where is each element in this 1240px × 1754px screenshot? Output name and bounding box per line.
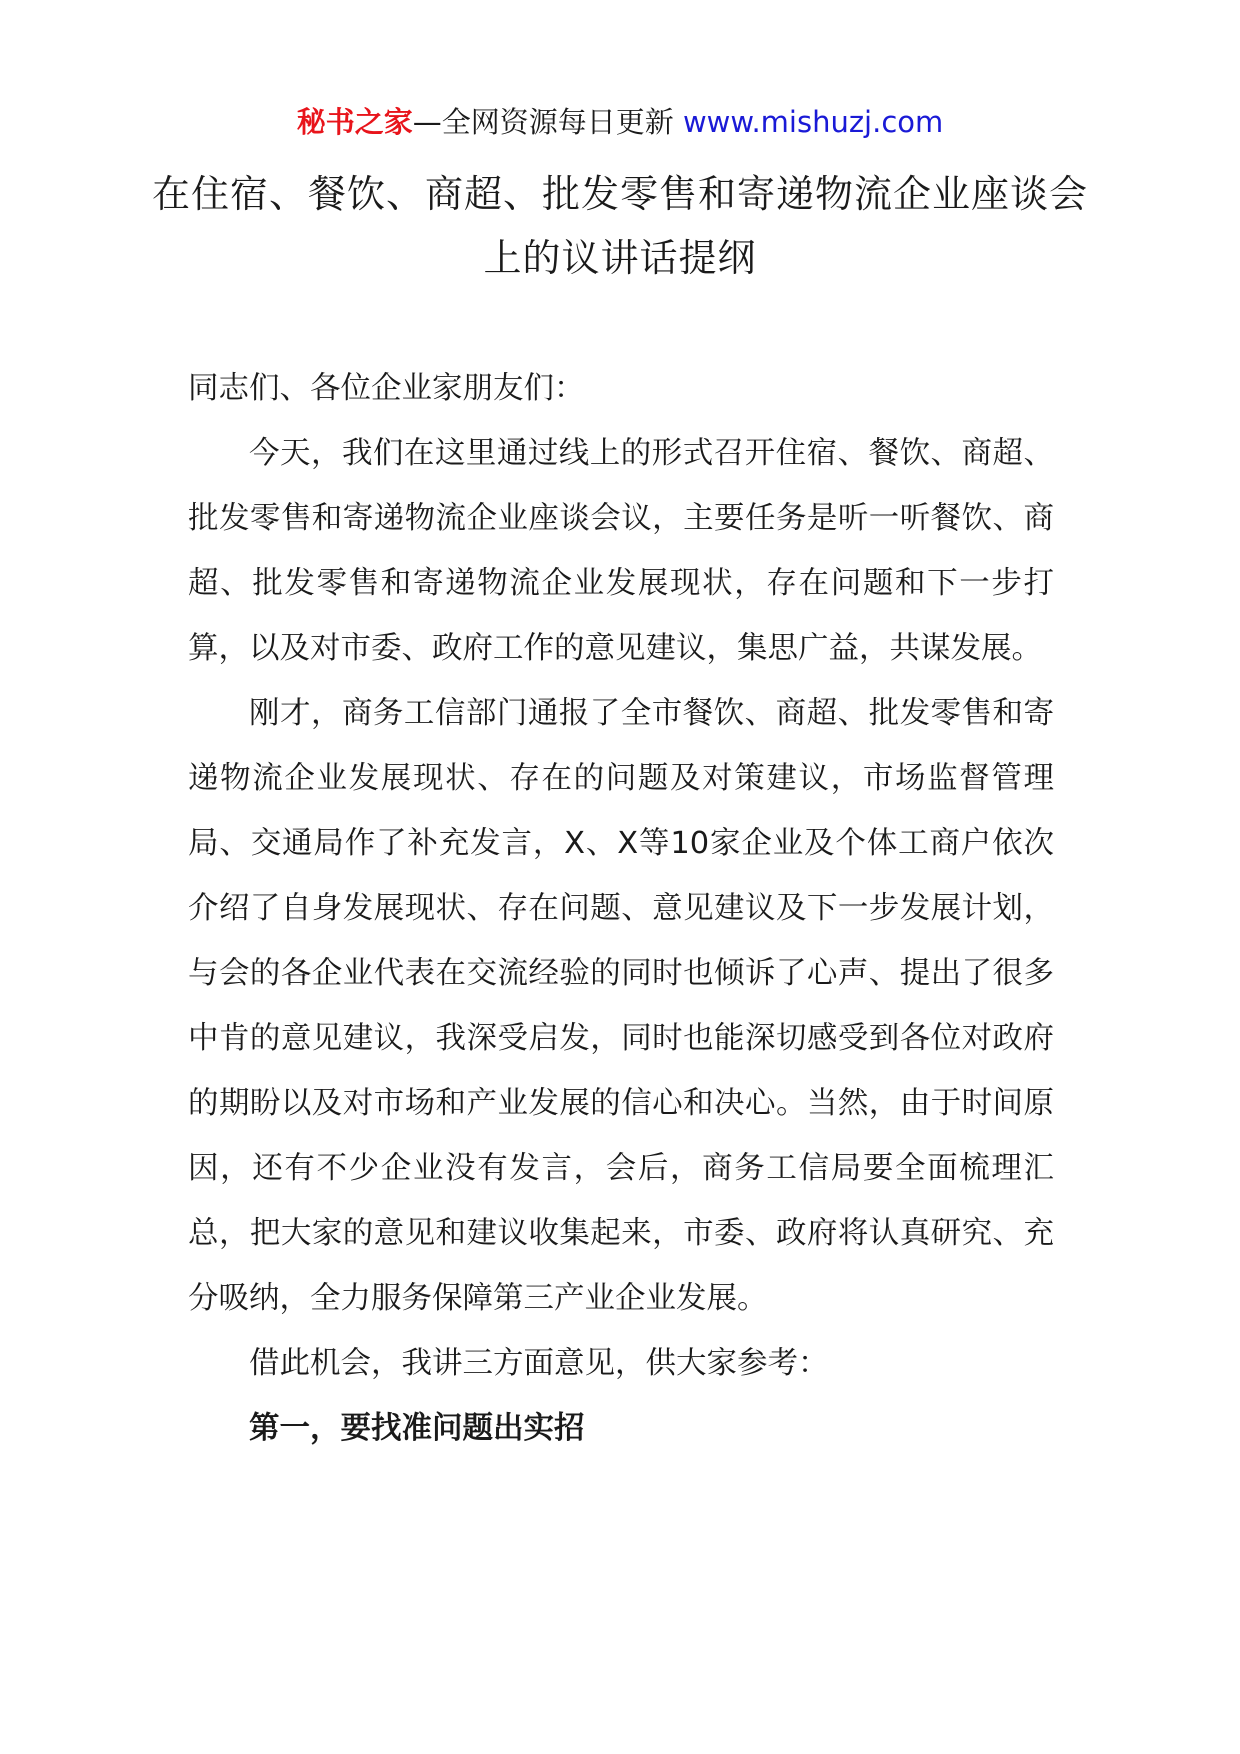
site-header: [0, 100, 1240, 144]
paragraph-transition: 借此机会，我讲三方面意见，供大家参考：: [249, 1346, 829, 1381]
brand-name: 秘书之家: [296, 105, 413, 139]
document-title: 在住宿、餐饮、商超、批发零售和寄递物流企业座谈会上的议讲话提纲: [151, 172, 1088, 280]
header-tagline: —全网资源每日更新: [412, 105, 674, 139]
document-body: [188, 356, 1054, 1461]
paragraph-intro: 今天，我们在这里通过线上的形式召开住宿、餐饮、商超、批发零售和寄递物流企业座谈会议，主要任务是听一听餐饮、商超、批发零售和寄递物流企业发展现状，存在问题和下一步打算，以及对市委、政府工作的意见建议，集思广益，共谋发展。: [188, 436, 1054, 666]
paragraph-summary: 刚才，商务工信部门通报了全市餐饮、商超、批发零售和寄递物流企业发展现状、存在的问题及对策建议，市场监督管理局、交通局作了补充发言，X、X等10家企业及个体工商户依次介绍了自身发展现状、存在问题、意见建议及下一步发展计划，与会的各企业代表在交流经验的同时也倾诉了心声、提出了很多中肯的意见建议，我深受启发，同时也能深切感受到各位对政府的期盼以及对市场和产业发展的信心和决心。当然，由于时间原因，还有不少企业没有发言，会后，商务工信局要全面梳理汇总，把大家的意见和建议收集起来，市委、政府将认真研究、充分吸纳，全力服务保障第三产业企业发展。: [188, 696, 1054, 1316]
section-heading: 第一，要找准问题出实招: [249, 1411, 585, 1446]
site-url-link[interactable]: www.mishuzj.com: [682, 105, 944, 139]
salutation: 同志们、各位企业家朋友们：: [188, 371, 585, 406]
